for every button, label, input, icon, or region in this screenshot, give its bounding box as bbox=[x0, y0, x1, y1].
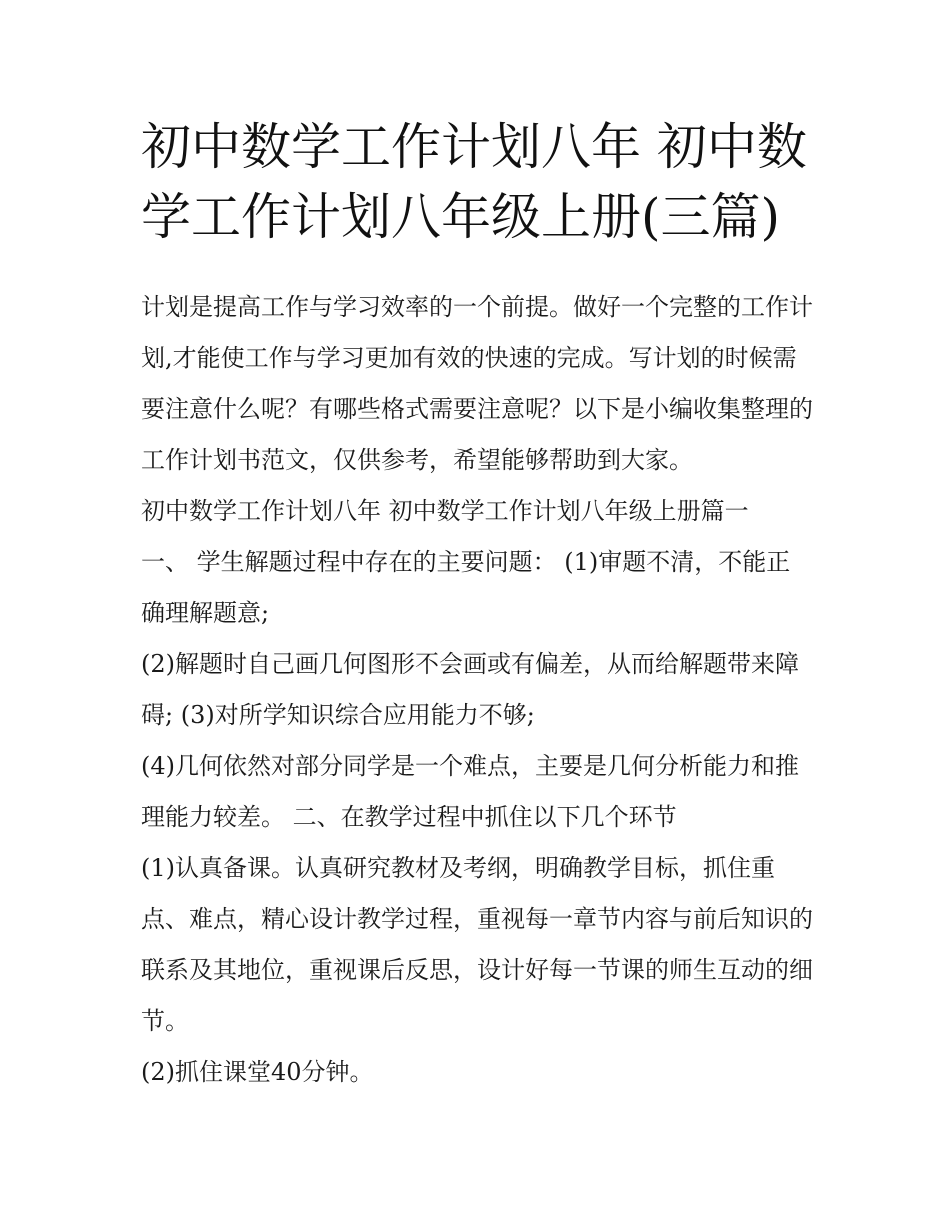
problem-list-item-2-3: (2)解题时自己画几何图形不会画或有偏差，从而给解题带来障碍; (3)对所学知识综合应用能力不够; bbox=[141, 650, 799, 729]
section-heading: 初中数学工作计划八年 初中数学工作计划八年级上册篇一 bbox=[141, 497, 749, 525]
document-body bbox=[141, 282, 813, 1098]
teaching-step-2: (2)抓住课堂40分钟。 bbox=[141, 1058, 374, 1086]
document-content bbox=[141, 112, 813, 1098]
document-title: 初中数学工作计划八年 初中数学工作计划八年级上册(三篇) bbox=[141, 118, 807, 246]
problem-list-item-4: (4)几何依然对部分同学是一个难点，主要是几何分析能力和推理能力较差。 二、在教学过程中抓住以下几个环节 bbox=[141, 752, 799, 831]
teaching-step-1: (1)认真备课。认真研究教材及考纲，明确教学目标，抓住重点、难点，精心设计教学过程，重视每一章节内容与前后知识的联系及其地位，重视课后反思，设计好每一节课的师生互动的细节。 bbox=[141, 854, 813, 1035]
problem-list-item-1: 一、 学生解题过程中存在的主要问题： (1)审题不清，不能正确理解题意; bbox=[141, 548, 791, 627]
intro-paragraph: 计划是提高工作与学习效率的一个前提。做好一个完整的工作计划,才能使工作与学习更加有效的快速的完成。写计划的时候需要注意什么呢？有哪些格式需要注意呢？以下是小编收集整理的工作计划书范文，仅供参考，希望能够帮助到大家。 bbox=[141, 293, 813, 474]
